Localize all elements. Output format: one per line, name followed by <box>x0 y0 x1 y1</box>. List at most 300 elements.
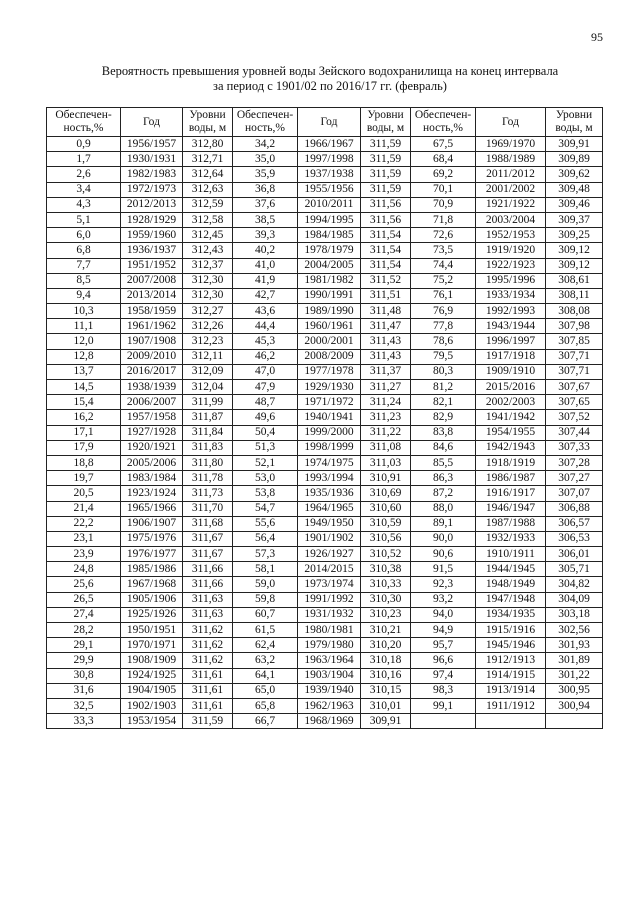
column-header-text: ность,% <box>63 122 104 134</box>
cell-water-level: 301,22 <box>546 668 603 683</box>
cell-probability: 3,4 <box>47 182 121 197</box>
cell-water-level: 311,27 <box>361 380 411 395</box>
cell-water-level: 312,37 <box>183 258 233 273</box>
cell-probability: 5,1 <box>47 212 121 227</box>
cell-water-level: 311,59 <box>183 714 233 729</box>
cell-probability: 27,4 <box>47 607 121 622</box>
cell-probability: 65,0 <box>233 683 298 698</box>
cell-year: 1948/1949 <box>476 577 546 592</box>
cell-probability: 40,2 <box>233 243 298 258</box>
cell-water-level: 307,07 <box>546 486 603 501</box>
cell-probability: 59,8 <box>233 592 298 607</box>
cell-water-level: 311,63 <box>183 592 233 607</box>
cell-water-level: 307,71 <box>546 349 603 364</box>
cell-year: 1953/1954 <box>121 714 183 729</box>
cell-year: 1941/1942 <box>476 410 546 425</box>
cell-year: 1947/1948 <box>476 592 546 607</box>
column-header-probability <box>411 108 476 137</box>
cell-probability: 33,3 <box>47 714 121 729</box>
cell-probability: 72,6 <box>411 228 476 243</box>
cell-probability: 20,5 <box>47 486 121 501</box>
cell-water-level: 309,25 <box>546 228 603 243</box>
cell-year: 2006/2007 <box>121 395 183 410</box>
table-row <box>47 243 603 258</box>
cell-year: 1972/1973 <box>121 182 183 197</box>
cell-water-level: 309,91 <box>546 137 603 152</box>
cell-water-level: 310,56 <box>361 531 411 546</box>
cell-water-level: 311,03 <box>361 455 411 470</box>
cell-probability: 56,4 <box>233 531 298 546</box>
table-row <box>47 455 603 470</box>
cell-probability: 24,8 <box>47 562 121 577</box>
cell-water-level: 309,37 <box>546 212 603 227</box>
cell-year: 1996/1997 <box>476 334 546 349</box>
table-row <box>47 425 603 440</box>
cell-probability: 65,8 <box>233 698 298 713</box>
cell-probability: 23,1 <box>47 531 121 546</box>
cell-year: 1912/1913 <box>476 653 546 668</box>
cell-water-level: 310,20 <box>361 638 411 653</box>
cell-water-level: 307,67 <box>546 380 603 395</box>
cell-probability: 38,5 <box>233 212 298 227</box>
cell-probability: 6,0 <box>47 228 121 243</box>
cell-water-level: 301,89 <box>546 653 603 668</box>
cell-probability: 60,7 <box>233 607 298 622</box>
cell-probability: 51,3 <box>233 440 298 455</box>
cell-year: 1902/1903 <box>121 698 183 713</box>
cell-probability: 55,6 <box>233 516 298 531</box>
cell-year: 1995/1996 <box>476 273 546 288</box>
cell-year: 1961/1962 <box>121 319 183 334</box>
table-row <box>47 623 603 638</box>
table-row <box>47 531 603 546</box>
cell-year: 1905/1906 <box>121 592 183 607</box>
cell-water-level: 311,56 <box>361 197 411 212</box>
cell-year: 1980/1981 <box>298 623 361 638</box>
cell-probability: 84,6 <box>411 440 476 455</box>
cell-water-level: 311,87 <box>183 410 233 425</box>
cell-probability: 8,5 <box>47 273 121 288</box>
cell-probability: 25,6 <box>47 577 121 592</box>
cell-probability: 29,9 <box>47 653 121 668</box>
cell-probability: 49,6 <box>233 410 298 425</box>
page-number: 95 <box>591 30 603 44</box>
cell-year: 1965/1966 <box>121 501 183 516</box>
table-row <box>47 698 603 713</box>
cell-year: 1931/1932 <box>298 607 361 622</box>
cell-year: 1988/1989 <box>476 152 546 167</box>
cell-year: 2015/2016 <box>476 380 546 395</box>
cell-water-level: 309,89 <box>546 152 603 167</box>
cell-water-level: 310,52 <box>361 547 411 562</box>
cell-water-level: 306,01 <box>546 547 603 562</box>
cell-year: 2012/2013 <box>121 197 183 212</box>
cell-probability: 90,0 <box>411 531 476 546</box>
cell-water-level: 311,54 <box>361 258 411 273</box>
cell-year: 2000/2001 <box>298 334 361 349</box>
table-row <box>47 137 603 152</box>
cell-probability: 36,8 <box>233 182 298 197</box>
table-row <box>47 167 603 182</box>
cell-probability: 70,9 <box>411 197 476 212</box>
cell-year: 1938/1939 <box>121 380 183 395</box>
cell-year: 2014/2015 <box>298 562 361 577</box>
cell-water-level: 311,68 <box>183 516 233 531</box>
cell-probability: 75,2 <box>411 273 476 288</box>
column-header-text: воды, м <box>555 122 593 134</box>
table-row <box>47 288 603 303</box>
cell-probability: 79,5 <box>411 349 476 364</box>
cell-probability: 10,3 <box>47 304 121 319</box>
table-row <box>47 653 603 668</box>
table-body <box>47 137 603 729</box>
cell-probability: 62,4 <box>233 638 298 653</box>
cell-water-level: 311,47 <box>361 319 411 334</box>
cell-year: 1969/1970 <box>476 137 546 152</box>
cell-year: 1975/1976 <box>121 531 183 546</box>
cell-water-level: 311,43 <box>361 349 411 364</box>
cell-water-level: 312,23 <box>183 334 233 349</box>
cell-year: 2005/2006 <box>121 455 183 470</box>
cell-water-level <box>546 714 603 729</box>
cell-probability: 93,2 <box>411 592 476 607</box>
table-row <box>47 440 603 455</box>
cell-probability: 39,3 <box>233 228 298 243</box>
cell-water-level: 307,28 <box>546 455 603 470</box>
cell-water-level: 307,33 <box>546 440 603 455</box>
column-header-text: Уровни <box>189 109 226 121</box>
cell-year: 1903/1904 <box>298 668 361 683</box>
cell-year: 2011/2012 <box>476 167 546 182</box>
cell-year: 1901/1902 <box>298 531 361 546</box>
cell-probability: 35,0 <box>233 152 298 167</box>
cell-water-level: 301,93 <box>546 638 603 653</box>
cell-water-level: 308,61 <box>546 273 603 288</box>
cell-year: 1954/1955 <box>476 425 546 440</box>
cell-water-level: 312,43 <box>183 243 233 258</box>
table-title <box>60 64 600 94</box>
cell-probability: 81,2 <box>411 380 476 395</box>
cell-water-level: 312,30 <box>183 288 233 303</box>
cell-probability: 43,6 <box>233 304 298 319</box>
cell-water-level: 310,59 <box>361 516 411 531</box>
cell-year: 1951/1952 <box>121 258 183 273</box>
cell-water-level: 311,70 <box>183 501 233 516</box>
cell-water-level: 310,16 <box>361 668 411 683</box>
cell-probability: 37,6 <box>233 197 298 212</box>
cell-year: 1958/1959 <box>121 304 183 319</box>
cell-year: 1994/1995 <box>298 212 361 227</box>
cell-probability: 50,4 <box>233 425 298 440</box>
cell-year: 2010/2011 <box>298 197 361 212</box>
cell-year: 2009/2010 <box>121 349 183 364</box>
cell-probability: 17,1 <box>47 425 121 440</box>
cell-year: 2013/2014 <box>121 288 183 303</box>
cell-water-level: 310,23 <box>361 607 411 622</box>
cell-year: 1963/1964 <box>298 653 361 668</box>
cell-water-level: 311,62 <box>183 638 233 653</box>
cell-year: 1929/1930 <box>298 380 361 395</box>
cell-probability: 45,3 <box>233 334 298 349</box>
cell-water-level: 311,08 <box>361 440 411 455</box>
cell-year: 1992/1993 <box>476 304 546 319</box>
cell-year: 1914/1915 <box>476 668 546 683</box>
cell-year: 1973/1974 <box>298 577 361 592</box>
cell-water-level: 310,18 <box>361 653 411 668</box>
column-header-water-level <box>546 108 603 137</box>
cell-year: 1935/1936 <box>298 486 361 501</box>
table-row <box>47 273 603 288</box>
table-title-line-1: Вероятность превышения уровней воды Зейского водохранилища на конец интервала <box>101 64 559 78</box>
cell-probability: 23,9 <box>47 547 121 562</box>
cell-water-level: 311,59 <box>361 137 411 152</box>
cell-year: 1989/1990 <box>298 304 361 319</box>
column-header-text: Обеспечен- <box>236 109 294 121</box>
cell-probability: 9,4 <box>47 288 121 303</box>
cell-probability: 80,3 <box>411 364 476 379</box>
cell-probability: 53,8 <box>233 486 298 501</box>
cell-year: 1983/1984 <box>121 471 183 486</box>
cell-year: 1911/1912 <box>476 698 546 713</box>
cell-year: 1916/1917 <box>476 486 546 501</box>
cell-water-level: 311,67 <box>183 547 233 562</box>
cell-water-level: 310,33 <box>361 577 411 592</box>
table-row <box>47 501 603 516</box>
cell-year: 2016/2017 <box>121 364 183 379</box>
cell-probability: 59,0 <box>233 577 298 592</box>
cell-water-level: 311,63 <box>183 607 233 622</box>
table-row <box>47 577 603 592</box>
column-header-year <box>298 108 361 137</box>
column-header-probability <box>47 108 121 137</box>
cell-water-level: 311,52 <box>361 273 411 288</box>
cell-year: 1927/1928 <box>121 425 183 440</box>
cell-water-level: 311,37 <box>361 364 411 379</box>
cell-year: 1997/1998 <box>298 152 361 167</box>
column-header-text: Год <box>143 115 160 128</box>
cell-water-level: 310,21 <box>361 623 411 638</box>
cell-water-level: 311,54 <box>361 228 411 243</box>
cell-water-level: 311,66 <box>183 562 233 577</box>
cell-probability: 69,2 <box>411 167 476 182</box>
cell-probability: 32,5 <box>47 698 121 713</box>
cell-water-level: 312,64 <box>183 167 233 182</box>
cell-water-level: 303,18 <box>546 607 603 622</box>
cell-water-level: 311,61 <box>183 668 233 683</box>
cell-probability: 58,1 <box>233 562 298 577</box>
cell-water-level: 310,91 <box>361 471 411 486</box>
column-header-text: Год <box>502 115 519 128</box>
cell-probability: 63,2 <box>233 653 298 668</box>
cell-water-level: 311,23 <box>361 410 411 425</box>
cell-probability: 44,4 <box>233 319 298 334</box>
cell-water-level: 311,22 <box>361 425 411 440</box>
cell-probability: 57,3 <box>233 547 298 562</box>
cell-water-level: 311,61 <box>183 683 233 698</box>
cell-probability: 54,7 <box>233 501 298 516</box>
cell-water-level: 311,56 <box>361 212 411 227</box>
cell-year: 1999/2000 <box>298 425 361 440</box>
cell-year: 1915/1916 <box>476 623 546 638</box>
cell-probability: 82,1 <box>411 395 476 410</box>
table-row <box>47 516 603 531</box>
cell-water-level: 311,24 <box>361 395 411 410</box>
table-row <box>47 380 603 395</box>
cell-year: 1976/1977 <box>121 547 183 562</box>
cell-probability: 0,9 <box>47 137 121 152</box>
cell-year: 1982/1983 <box>121 167 183 182</box>
column-header-year <box>476 108 546 137</box>
table-header-row <box>47 108 603 137</box>
cell-probability: 83,8 <box>411 425 476 440</box>
cell-water-level: 312,80 <box>183 137 233 152</box>
table-row <box>47 152 603 167</box>
column-header-text: Обеспечен- <box>55 109 112 121</box>
cell-probability: 67,5 <box>411 137 476 152</box>
cell-water-level: 310,15 <box>361 683 411 698</box>
cell-water-level: 307,65 <box>546 395 603 410</box>
table-row <box>47 638 603 653</box>
cell-probability: 28,2 <box>47 623 121 638</box>
cell-water-level: 309,12 <box>546 243 603 258</box>
cell-water-level: 311,99 <box>183 395 233 410</box>
cell-water-level: 309,91 <box>361 714 411 729</box>
table-row <box>47 683 603 698</box>
cell-probability: 21,4 <box>47 501 121 516</box>
cell-year: 1939/1940 <box>298 683 361 698</box>
cell-probability: 53,0 <box>233 471 298 486</box>
cell-probability: 46,2 <box>233 349 298 364</box>
cell-probability: 41,9 <box>233 273 298 288</box>
cell-probability <box>411 714 476 729</box>
table-row <box>47 182 603 197</box>
cell-year: 1917/1918 <box>476 349 546 364</box>
cell-probability: 77,8 <box>411 319 476 334</box>
cell-water-level: 307,44 <box>546 425 603 440</box>
cell-probability: 31,6 <box>47 683 121 698</box>
cell-year: 1991/1992 <box>298 592 361 607</box>
table-row <box>47 228 603 243</box>
cell-water-level: 308,08 <box>546 304 603 319</box>
column-header-probability <box>233 108 298 137</box>
cell-year: 1943/1944 <box>476 319 546 334</box>
cell-year: 1932/1933 <box>476 531 546 546</box>
cell-water-level: 311,78 <box>183 471 233 486</box>
column-header-text: Уровни <box>367 109 404 121</box>
cell-year: 1919/1920 <box>476 243 546 258</box>
cell-year: 1926/1927 <box>298 547 361 562</box>
column-header-year <box>121 108 183 137</box>
cell-water-level: 312,45 <box>183 228 233 243</box>
cell-probability: 73,5 <box>411 243 476 258</box>
table-row <box>47 607 603 622</box>
cell-probability: 47,0 <box>233 364 298 379</box>
cell-water-level: 310,60 <box>361 501 411 516</box>
cell-year: 1977/1978 <box>298 364 361 379</box>
table-row <box>47 471 603 486</box>
cell-year: 1966/1967 <box>298 137 361 152</box>
cell-year: 1987/1988 <box>476 516 546 531</box>
cell-probability: 98,3 <box>411 683 476 698</box>
column-header-water-level <box>183 108 233 137</box>
cell-water-level: 311,54 <box>361 243 411 258</box>
cell-water-level: 307,52 <box>546 410 603 425</box>
cell-water-level: 311,59 <box>361 152 411 167</box>
cell-year: 1934/1935 <box>476 607 546 622</box>
cell-water-level: 311,66 <box>183 577 233 592</box>
cell-water-level: 310,01 <box>361 698 411 713</box>
column-header-text: ность,% <box>422 122 464 134</box>
cell-year: 1971/1972 <box>298 395 361 410</box>
cell-water-level: 310,69 <box>361 486 411 501</box>
cell-probability: 52,1 <box>233 455 298 470</box>
table-row <box>47 547 603 562</box>
cell-year: 1906/1907 <box>121 516 183 531</box>
cell-water-level: 309,62 <box>546 167 603 182</box>
cell-year: 1968/1969 <box>298 714 361 729</box>
cell-probability: 16,2 <box>47 410 121 425</box>
table-row <box>47 410 603 425</box>
cell-probability: 42,7 <box>233 288 298 303</box>
cell-year: 1946/1947 <box>476 501 546 516</box>
cell-water-level: 305,71 <box>546 562 603 577</box>
cell-water-level: 312,63 <box>183 182 233 197</box>
cell-probability: 30,8 <box>47 668 121 683</box>
cell-year: 1960/1961 <box>298 319 361 334</box>
cell-probability: 4,3 <box>47 197 121 212</box>
table-row <box>47 486 603 501</box>
cell-year: 1910/1911 <box>476 547 546 562</box>
cell-probability: 2,6 <box>47 167 121 182</box>
cell-water-level: 308,11 <box>546 288 603 303</box>
cell-year: 1984/1985 <box>298 228 361 243</box>
cell-probability: 12,8 <box>47 349 121 364</box>
cell-probability: 91,5 <box>411 562 476 577</box>
cell-water-level: 311,48 <box>361 304 411 319</box>
cell-year: 1979/1980 <box>298 638 361 653</box>
cell-probability: 97,4 <box>411 668 476 683</box>
cell-probability: 95,7 <box>411 638 476 653</box>
cell-probability: 12,0 <box>47 334 121 349</box>
cell-water-level: 311,83 <box>183 440 233 455</box>
cell-water-level: 311,80 <box>183 455 233 470</box>
cell-probability: 99,1 <box>411 698 476 713</box>
water-level-table <box>46 107 603 729</box>
cell-probability: 76,9 <box>411 304 476 319</box>
cell-year: 1978/1979 <box>298 243 361 258</box>
cell-year: 1924/1925 <box>121 668 183 683</box>
cell-probability: 17,9 <box>47 440 121 455</box>
cell-probability: 6,8 <box>47 243 121 258</box>
cell-year: 1920/1921 <box>121 440 183 455</box>
table-row <box>47 304 603 319</box>
cell-water-level: 310,30 <box>361 592 411 607</box>
cell-year: 1913/1914 <box>476 683 546 698</box>
cell-probability: 74,4 <box>411 258 476 273</box>
cell-probability: 89,1 <box>411 516 476 531</box>
cell-year: 1957/1958 <box>121 410 183 425</box>
cell-water-level: 304,09 <box>546 592 603 607</box>
cell-probability: 96,6 <box>411 653 476 668</box>
cell-probability: 18,8 <box>47 455 121 470</box>
cell-year: 1923/1924 <box>121 486 183 501</box>
cell-year: 1942/1943 <box>476 440 546 455</box>
cell-probability: 70,1 <box>411 182 476 197</box>
cell-probability: 35,9 <box>233 167 298 182</box>
cell-water-level: 306,53 <box>546 531 603 546</box>
cell-water-level: 312,26 <box>183 319 233 334</box>
table-row <box>47 668 603 683</box>
